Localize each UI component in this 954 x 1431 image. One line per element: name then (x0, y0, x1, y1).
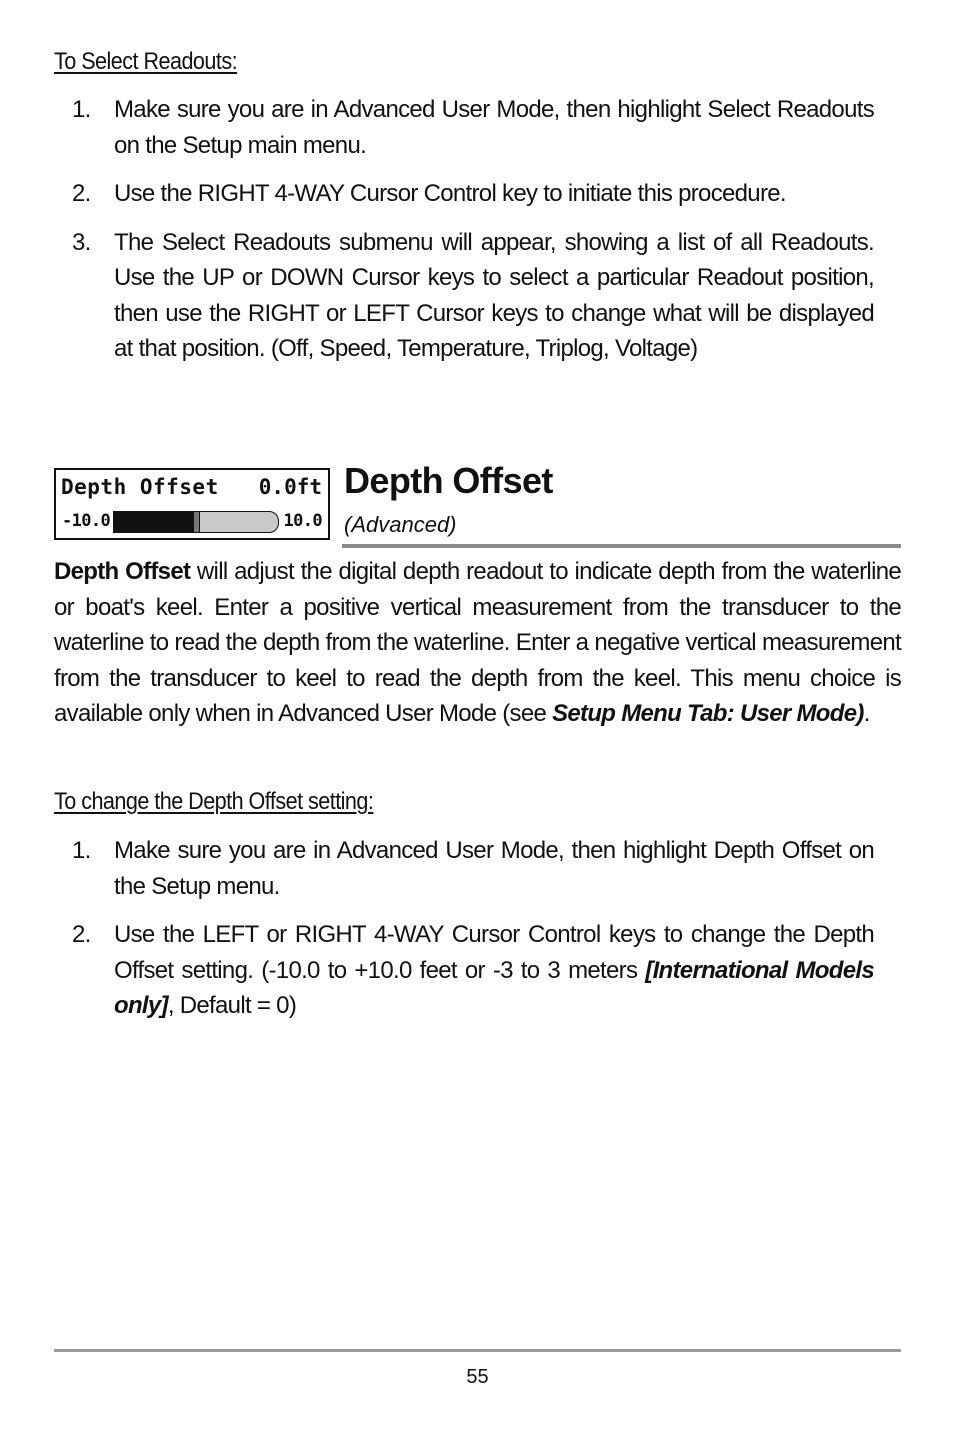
description-paragraph (54, 554, 901, 732)
offset-slider-handle (193, 511, 200, 533)
list-item (54, 917, 874, 1024)
description-bold-lead: Depth Offset (54, 558, 191, 585)
widget-label: Depth Offset (61, 475, 219, 499)
offset-slider-fill (114, 512, 193, 532)
change-setting-heading: To change the Depth Offset setting: (54, 788, 374, 815)
step-number: 1. (72, 96, 91, 123)
widget-max-label: 10.0 (283, 511, 322, 531)
select-readouts-steps (54, 92, 874, 380)
section-subtitle: (Advanced) (344, 512, 457, 537)
step-number: 1. (72, 837, 91, 864)
step-text: Use the LEFT or RIGHT 4-WAY Cursor Control keys to change the Depth Offset setting. (-10.0 to +10.0 feet or -3 to 3 meters (114, 921, 874, 984)
list-item (54, 176, 874, 212)
step-text: Make sure you are in Advanced User Mode, then highlight Depth Offset on the Setup menu. (114, 837, 874, 900)
footer-divider (54, 1349, 901, 1352)
list-item (54, 833, 874, 904)
step-text-end: , Default = 0) (167, 992, 297, 1019)
widget-value: 0.0ft (258, 475, 322, 499)
title-divider (342, 544, 901, 548)
list-item (54, 92, 874, 163)
page-number: 55 (466, 1366, 489, 1388)
description-body: will adjust the digital depth readout to indicate depth from the waterline or boat's keel. Enter a positive vertical measurement from the transducer to the waterline to read the depth from the waterline. Enter a negative vertical measurement from the transducer to keel to read the depth from the keel. This menu choice is available only when in Advanced User Mode (see (54, 558, 901, 727)
offset-slider-track (113, 511, 279, 533)
step-number: 2. (72, 180, 91, 207)
step-number: 2. (72, 921, 91, 948)
step-italic-note: [International Models only] (114, 956, 874, 1019)
widget-min-label: -10.0 (62, 511, 111, 531)
step-text: The Select Readouts submenu will appear, showing a list of all Readouts. Use the UP or DOWN Cursor keys to select a particular Readout position, then use the RIGHT or LEFT Cursor keys to change what will be displayed at that position. (Off, Speed, Temperature, Triplog, Voltage) (114, 228, 874, 362)
change-setting-steps (54, 833, 874, 1037)
manual-page (54, 0, 901, 1431)
select-readouts-heading: To Select Readouts: (54, 48, 238, 75)
description-end: . (863, 700, 870, 727)
description-reference: Setup Menu Tab: User Mode) (552, 700, 864, 727)
step-text: Make sure you are in Advanced User Mode, then highlight Select Readouts on the Setup main menu. (114, 96, 874, 159)
step-number: 3. (72, 228, 91, 256)
step-text: Use the RIGHT 4-WAY Cursor Control key to initiate this procedure. (114, 180, 786, 207)
depth-offset-menu-widget (54, 468, 330, 540)
section-title: Depth Offset (344, 460, 553, 501)
list-item (54, 225, 874, 367)
